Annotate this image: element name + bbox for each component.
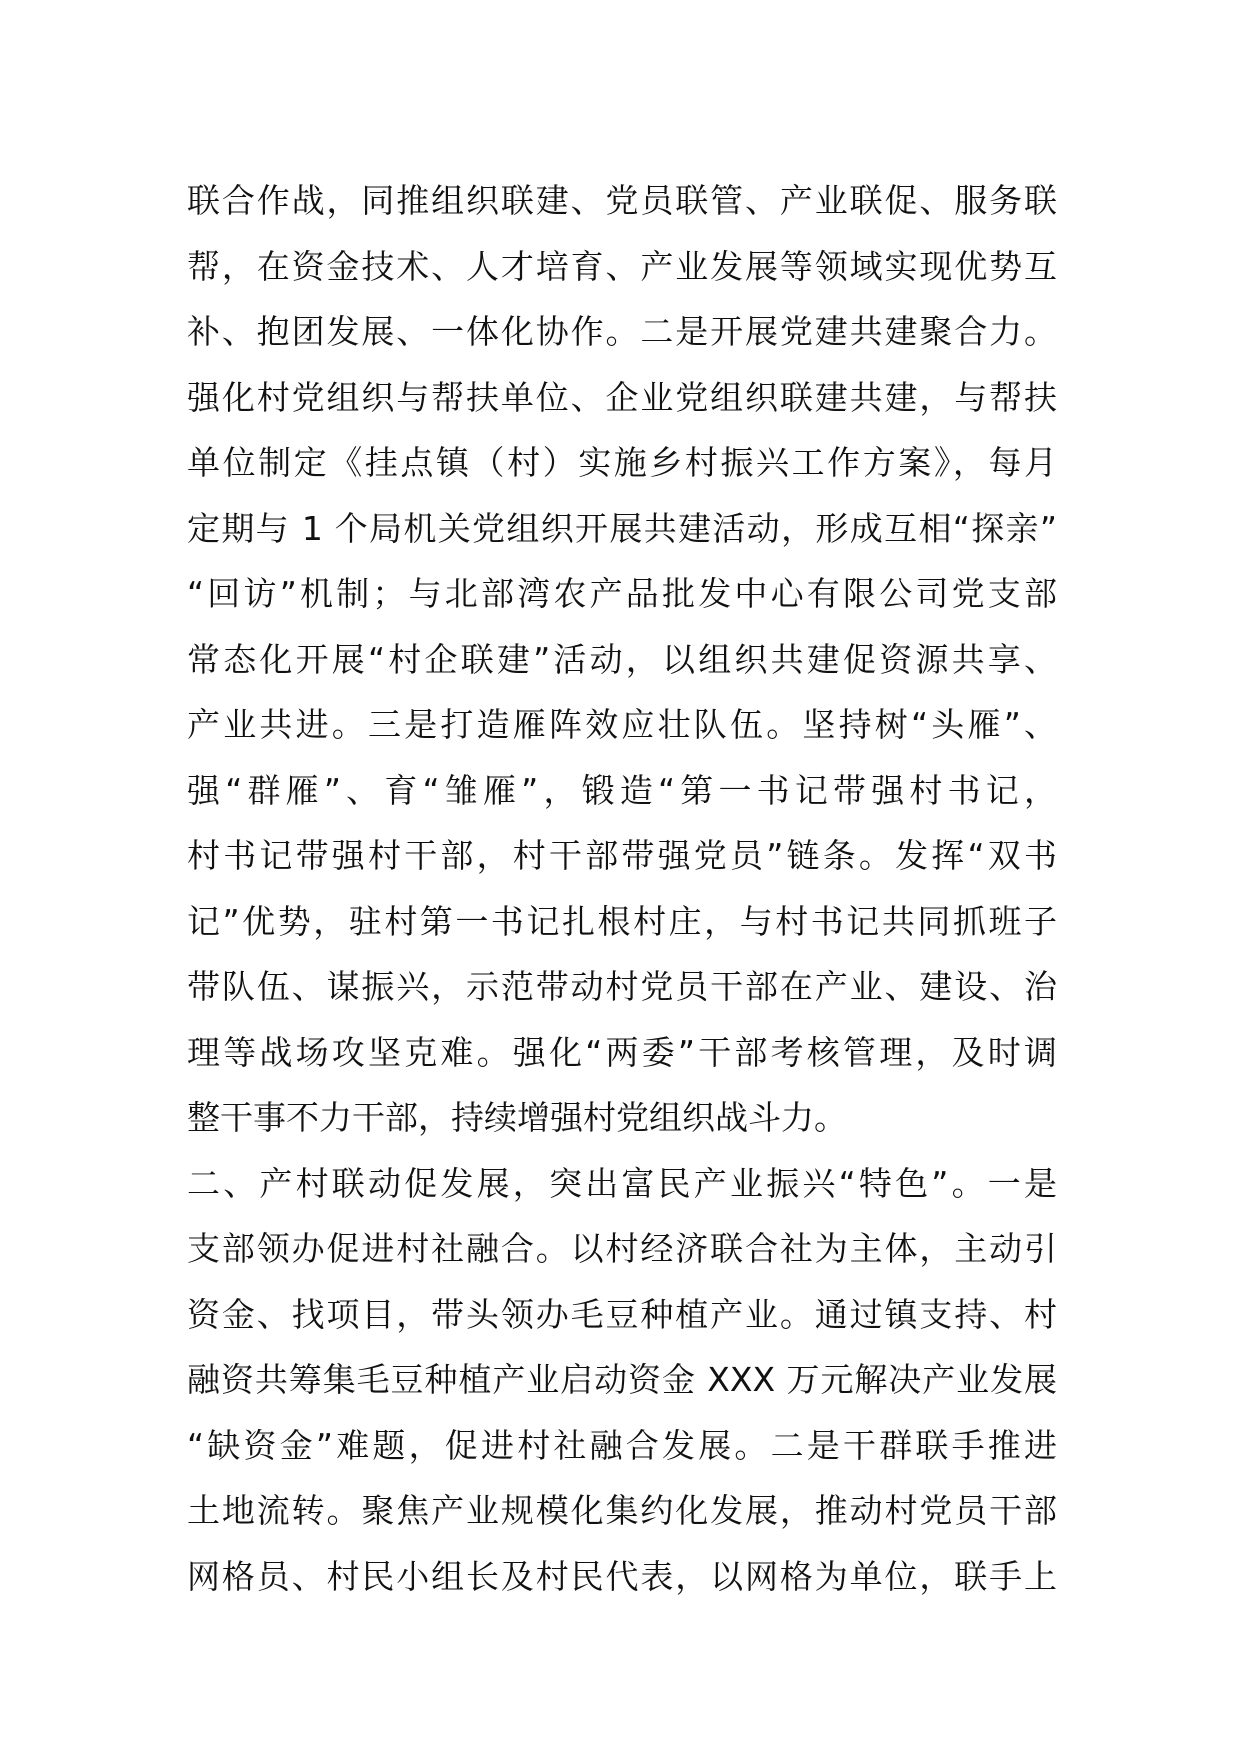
text-line-19: 融资共筹集毛豆种植产业启动资金 XXX 万元解决产业发展 — [187, 1360, 1057, 1399]
text-line-21: 土地流转。聚焦产业规模化集约化发展，推动村党员干部 — [187, 1491, 1057, 1530]
text-line-14: 理等战场攻坚克难。强化“两委”干部考核管理，及时调 — [187, 1032, 1057, 1072]
text-line-20: “缺资金”难题，促进村社融合发展。二是干群联手推进 — [187, 1425, 1057, 1465]
text-line-8: 常态化开展“村企联建”活动，以组织共建促资源共享、 — [187, 639, 1057, 679]
text-line-3: 补、抱团发展、一体化协作。二是开展党建共建聚合力。 — [187, 312, 1057, 351]
text-line-11: 村书记带强村干部，村干部带强党员”链条。发挥“双书 — [187, 836, 1057, 875]
text-line-17: 支部领办促进村社融合。以村经济联合社为主体，主动引 — [187, 1229, 1057, 1268]
text-line-7: “回访”机制；与北部湾农产品批发中心有限公司党支部 — [187, 574, 1057, 613]
text-line-16: 二、产村联动促发展，突出富民产业振兴“特色”。一是 — [187, 1163, 1057, 1203]
text-line-1: 联合作战，同推组织联建、党员联管、产业联促、服务联 — [187, 181, 1057, 220]
text-line-6: 定期与 1 个局机关党组织开展共建活动，形成互相“探亲” — [187, 508, 1057, 548]
text-line-10: 强“群雁”、育“雏雁”，锻造“第一书记带强村书记， — [187, 770, 1057, 810]
text-line-18: 资金、找项目，带头领办毛豆种植产业。通过镇支持、村 — [187, 1294, 1057, 1334]
text-line-9: 产业共进。三是打造雁阵效应壮队伍。坚持树“头雁”、 — [187, 705, 1057, 744]
text-line-15: 整干事不力干部，持续增强村党组织战斗力。 — [187, 1098, 847, 1137]
text-line-13: 带队伍、谋振兴，示范带动村党员干部在产业、建设、治 — [187, 967, 1057, 1006]
text-line-5: 单位制定《挂点镇（村）实施乡村振兴工作方案》，每月 — [187, 443, 1057, 482]
text-line-22: 网格员、村民小组长及村民代表，以网格为单位，联手上 — [187, 1556, 1057, 1596]
text-line-4: 强化村党组织与帮扶单位、企业党组织联建共建，与帮扶 — [187, 377, 1057, 417]
body-text — [187, 168, 1057, 1609]
text-line-12: 记”优势，驻村第一书记扎根村庄，与村书记共同抓班子 — [187, 901, 1057, 941]
text-line-2: 帮，在资金技术、人才培育、产业发展等领域实现优势互 — [187, 246, 1057, 286]
